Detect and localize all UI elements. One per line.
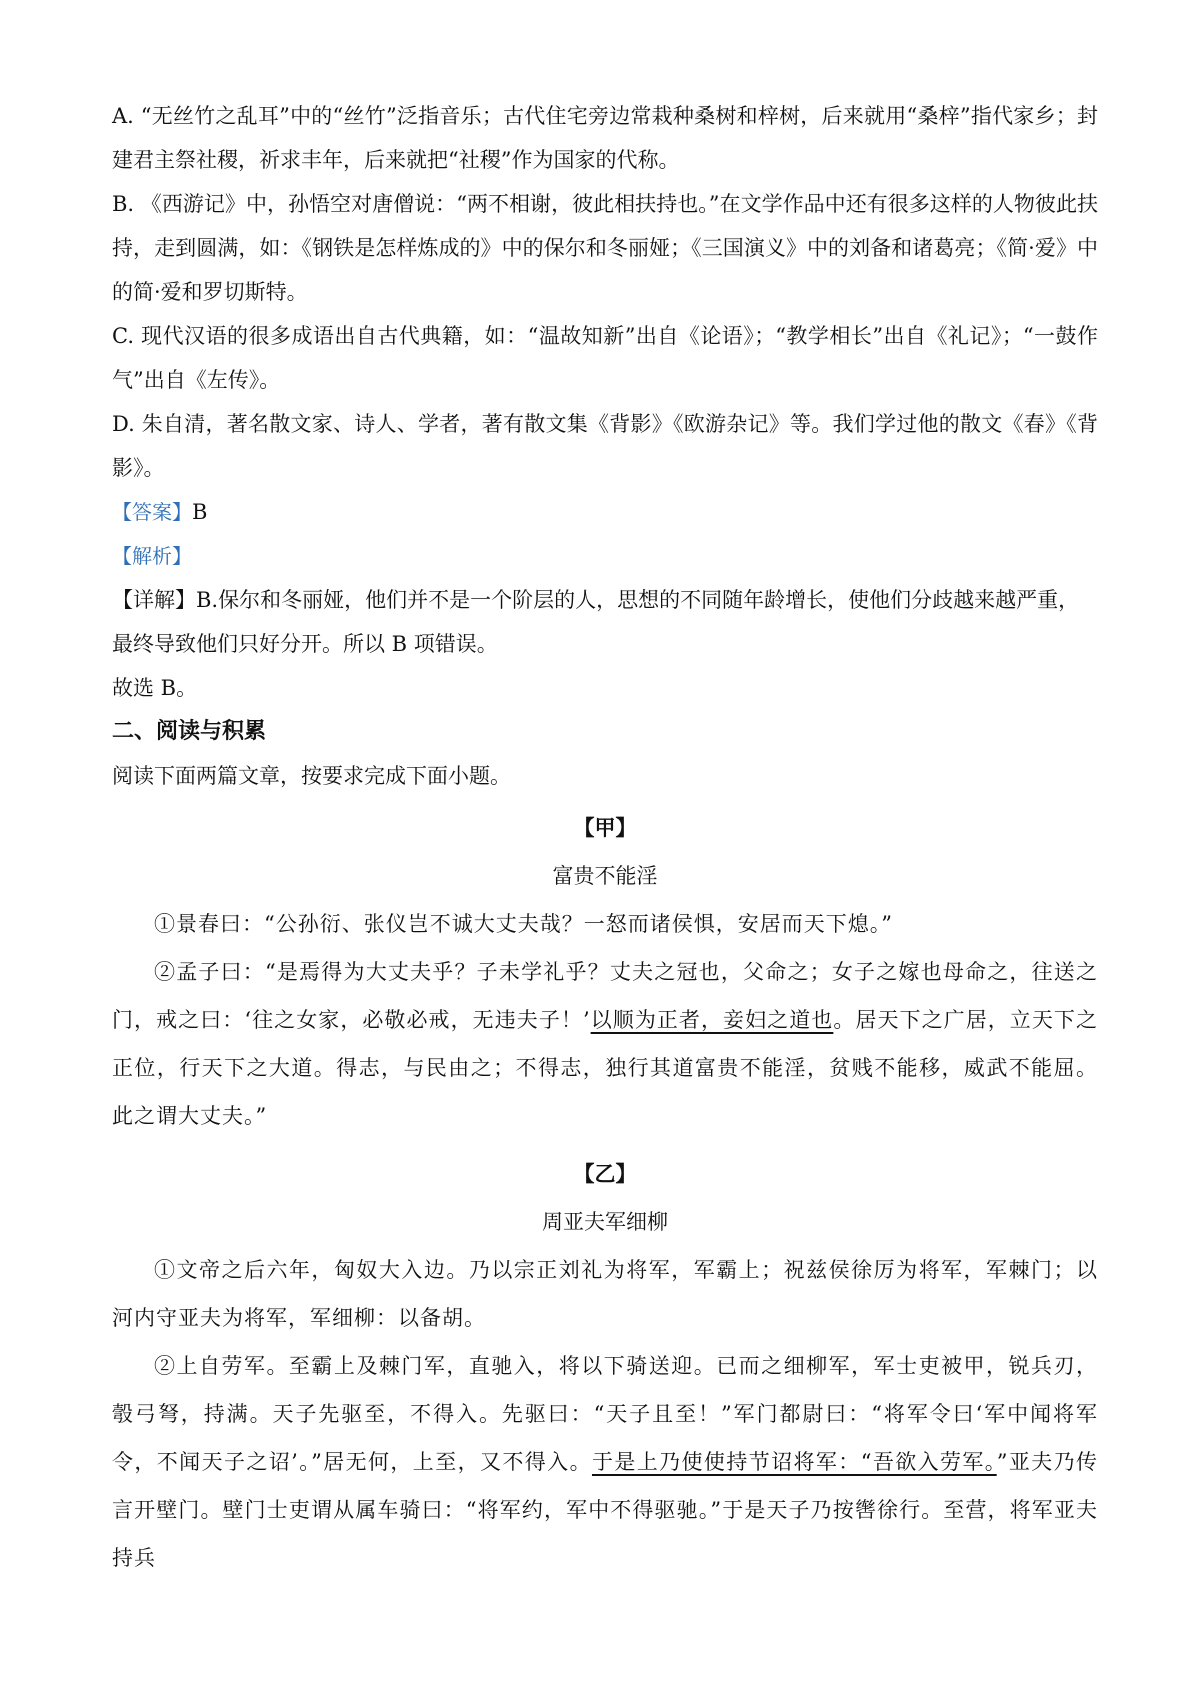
detail-paragraph bbox=[112, 578, 1098, 666]
option-text: 《西游记》中，孙悟空对唐僧说：“两不相谢，彼此相扶持也。”在文学作品中还有很多这样的人物彼此扶持，走到圆满，如：《钢铁是怎样炼成的》中的保尔和冬丽娅；《三国演义》中的刘备和诸葛亮；《简·爱》中的简·爱和罗切斯特。 bbox=[112, 192, 1098, 304]
option-text: “无丝竹之乱耳”中的“丝竹”泛指音乐；古代住宅旁边常栽种桑树和梓树，后来就用“桑梓”指代家乡；封建君主祭社稷，祈求丰年，后来就把“社稷”作为国家的代称。 bbox=[112, 104, 1098, 172]
conclusion-line: 故选 B。 bbox=[112, 676, 198, 700]
option-letter: A. bbox=[112, 104, 134, 128]
option-letter: C. bbox=[112, 324, 134, 348]
option-text: 现代汉语的很多成语出自古代典籍，如：“温故知新”出自《论语》；“教学相长”出自《礼记》；“一鼓作气”出自《左传》。 bbox=[112, 324, 1098, 392]
answer-value: B bbox=[192, 500, 208, 524]
detail-text: B.保尔和冬丽娅，他们并不是一个阶层的人，思想的不同随年龄增长，使他们分歧越来越严重，最终导致他们只好分开。所以 B 项错误。 bbox=[112, 588, 1080, 656]
paragraph-text: ②孟子曰：“是焉得为大丈夫乎？子未学礼乎？丈夫之冠也，父命之；女子之嫁也母命之，往送之门，戒之曰：‘往之女家，必敬必戒，无违夫子！’ bbox=[112, 960, 1098, 1032]
paragraph-text: 。居天下之广居，立天下之正位，行天下之大道。得志，与民由之；不得志，独行其道富贵不能淫，贫贱不能移，威武不能屈。此之谓大丈夫。” bbox=[112, 1008, 1098, 1128]
section-instruction: 阅读下面两篇文章，按要求完成下面小题。 bbox=[112, 764, 511, 788]
option-a bbox=[112, 94, 1098, 182]
section-heading: 二、阅读与积累 bbox=[112, 719, 267, 744]
document-page bbox=[112, 94, 1098, 1582]
analysis-line bbox=[112, 534, 1098, 578]
underlined-sentence: 于是上乃使使持节诏将军：“吾欲入劳军。 bbox=[591, 1450, 997, 1474]
detail-tag: 【详解】 bbox=[112, 588, 196, 612]
option-b bbox=[112, 182, 1098, 314]
option-c bbox=[112, 314, 1098, 402]
passage-a-paragraph-1: ①景春曰：“公孙衍、张仪岂不诚大丈夫哉？一怒而诸侯惧，安居而天下熄。” bbox=[154, 912, 893, 936]
underlined-sentence: 以顺为正者，妾妇之道也 bbox=[590, 1008, 834, 1032]
passage-b-paragraph-1: ①文帝之后六年，匈奴大入边。乃以宗正刘礼为将军，军霸上；祝兹侯徐厉为将军，军棘门；以河内守亚夫为将军，军细柳：以备胡。 bbox=[112, 1258, 1098, 1330]
answer-tag: 【答案】 bbox=[112, 500, 192, 524]
passage-a-paragraph-2 bbox=[112, 948, 1098, 1140]
option-letter: B. bbox=[112, 192, 135, 216]
analysis-tag: 【解析】 bbox=[112, 544, 192, 568]
answer-line bbox=[112, 490, 1098, 534]
paragraph-text: ”亚夫乃传言开壁门。壁门士吏谓从属车骑曰：“将军约，军中不得驱驰。”于是天子乃按辔徐行。至营，将军亚夫持兵 bbox=[112, 1450, 1098, 1570]
passage-b-label: 【乙】 bbox=[573, 1162, 637, 1186]
option-text: 朱自清，著名散文家、诗人、学者，著有散文集《背影》《欧游杂记》等。我们学过他的散文《春》《背影》。 bbox=[112, 412, 1098, 480]
option-d bbox=[112, 402, 1098, 490]
option-letter: D. bbox=[112, 412, 135, 436]
passage-b-paragraph-2 bbox=[112, 1342, 1098, 1582]
passage-a-title: 富贵不能淫 bbox=[552, 864, 658, 888]
passage-b-title: 周亚夫军细柳 bbox=[542, 1210, 668, 1234]
paragraph-text: ②上自劳军。至霸上及棘门军，直驰入，将以下骑送迎。已而之细柳军，军士吏被甲，锐兵刃，彀弓弩，持满。天子先驱至，不得入。先驱曰：“天子且至！”军门都尉曰：“将军令曰‘军中闻将军令，不闻天子之诏’。”居无何，上至，又不得入。 bbox=[112, 1354, 1098, 1474]
passage-a-label: 【甲】 bbox=[573, 816, 637, 840]
